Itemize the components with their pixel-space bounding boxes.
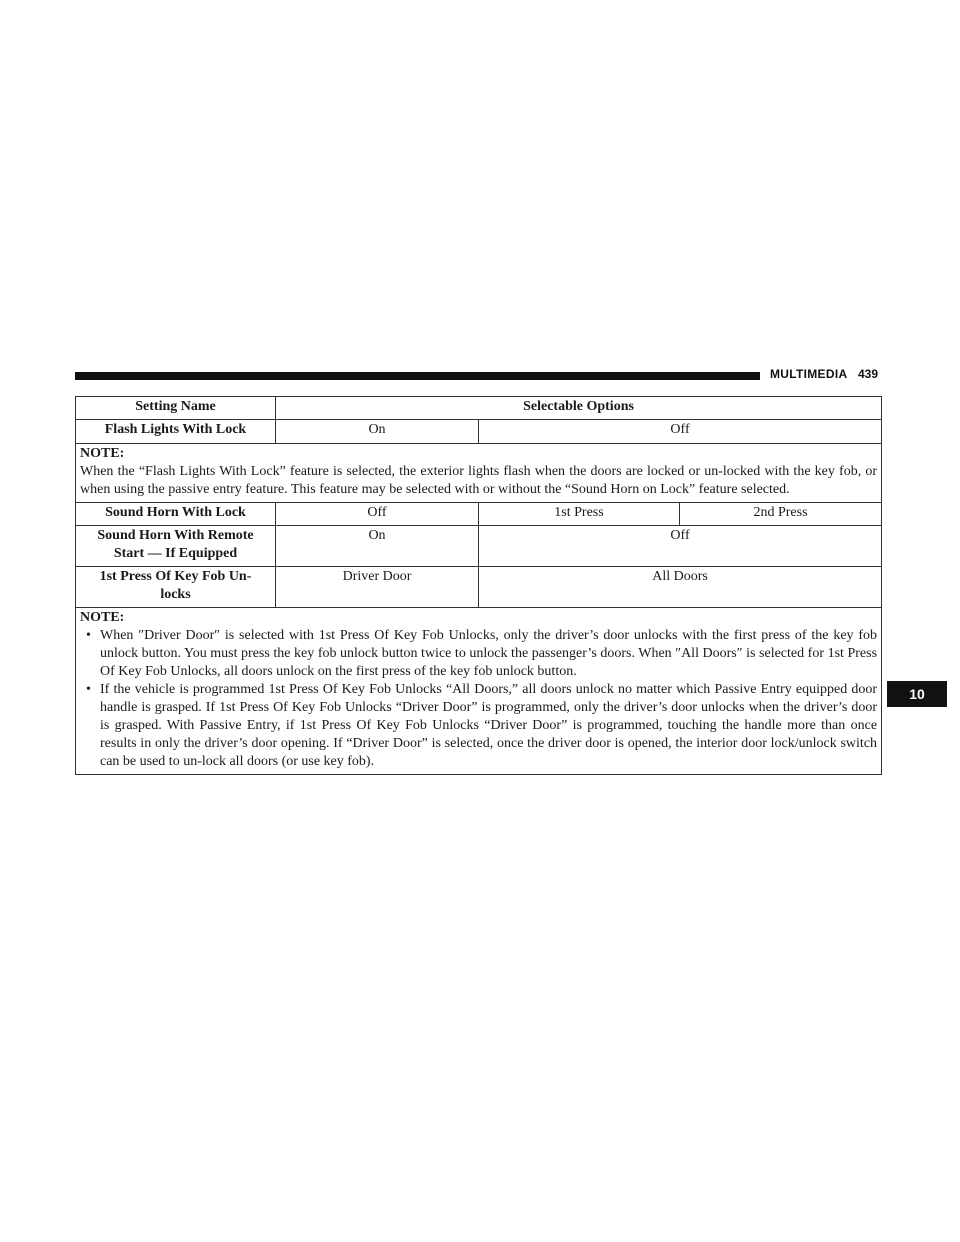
option-value: On xyxy=(276,526,479,567)
note-row xyxy=(76,444,882,503)
setting-name: Flash Lights With Lock xyxy=(76,420,276,444)
header-selectable-options: Selectable Options xyxy=(276,397,882,420)
bullet-icon: • xyxy=(86,628,91,643)
bullet-text: If the vehicle is programmed 1st Press Of Key Fob Unlocks “All Doors,” all doors unlock no matter which Passive Entry equipped door handle is grasped. If 1st Press Of Key Fob Unlocks “Driver Door” is programmed, only the driver’s door unlocks when the driver’s door is grasped. With Passive Entry, if 1st Press Of Key Fob Unlocks “Driver Door” is programmed, touching the handle more than once results in only the driver’s door opening. If “Driver Door” is selected, once the driver door is opened, the interior door lock/unlock switch can be used to un-lock all doors (or use key fob). xyxy=(100,682,878,769)
note-text: When the “Flash Lights With Lock” feature is selected, the exterior lights flash when the doors are locked or un-locked with the key fob, or when using the passive entry feature. This feature may be selected with or without the “Sound Horn on Lock” feature selected. xyxy=(80,464,878,497)
note-label: NOTE: xyxy=(80,446,125,461)
note-cell xyxy=(76,608,882,775)
list-item xyxy=(80,681,877,771)
note-row xyxy=(76,608,882,775)
option-value: Driver Door xyxy=(276,567,479,608)
note-bullet-list xyxy=(80,627,877,771)
table-row xyxy=(76,526,882,567)
setting-name: Sound Horn With Remote Start — If Equipped xyxy=(76,526,276,567)
table-header-row xyxy=(76,397,882,420)
settings-table xyxy=(75,396,882,775)
list-item xyxy=(80,627,877,681)
option-value: On xyxy=(276,420,479,444)
setting-name: 1st Press Of Key Fob Un-locks xyxy=(76,567,276,608)
note-cell xyxy=(76,444,882,503)
bullet-icon: • xyxy=(86,682,91,697)
option-value: Off xyxy=(479,420,882,444)
table-row xyxy=(76,420,882,444)
chapter-tab: 10 xyxy=(887,681,947,707)
option-value: 1st Press xyxy=(479,503,680,526)
header-setting-name: Setting Name xyxy=(76,397,276,420)
option-value: Off xyxy=(479,526,882,567)
bullet-text: When ″Driver Door″ is selected with 1st Press Of Key Fob Unlocks, only the driver’s door unlocks with the first press of the key fob unlock button. You must press the key fob unlock button twice to unlock the passenger’s doors. When ″All Doors″ is selected for 1st Press Of Key Fob Unlocks, all doors unlock on the first press of the key fob unlock button. xyxy=(100,628,878,679)
option-value: All Doors xyxy=(479,567,882,608)
table-row xyxy=(76,567,882,608)
table-row xyxy=(76,503,882,526)
option-value: 2nd Press xyxy=(680,503,882,526)
option-value: Off xyxy=(276,503,479,526)
section-title: MULTIMEDIA xyxy=(770,367,848,381)
page-number: 439 xyxy=(858,367,879,381)
setting-name: Sound Horn With Lock xyxy=(76,503,276,526)
note-label: NOTE: xyxy=(80,610,125,625)
header-rule xyxy=(75,372,760,380)
